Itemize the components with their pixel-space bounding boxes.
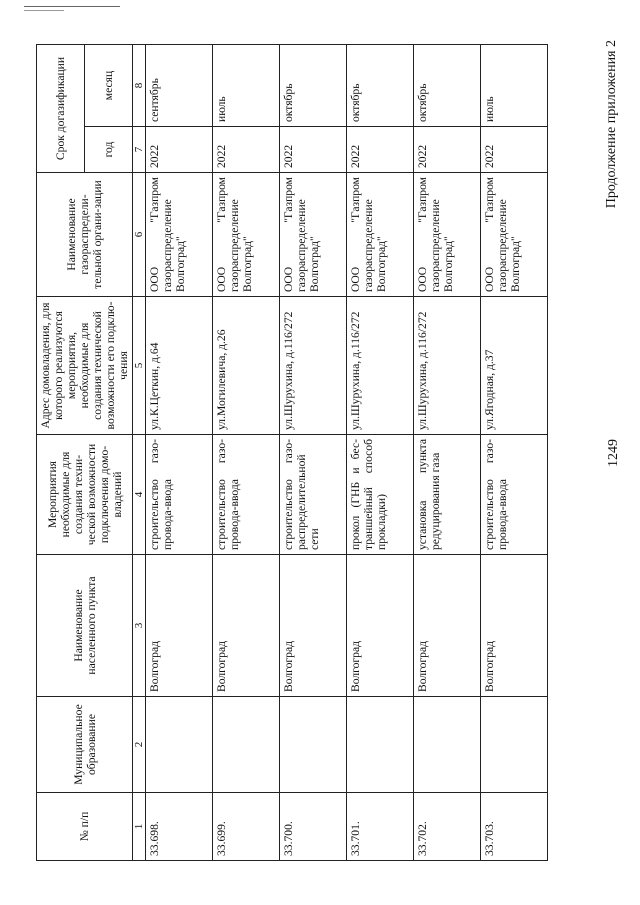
- row-month: сентябрь: [146, 44, 213, 126]
- row-municipality: [481, 697, 548, 793]
- row-number: 33.703.: [481, 793, 548, 861]
- row-month: июль: [213, 44, 280, 126]
- row-settlement: Волгоград: [481, 555, 548, 697]
- row-measure: установка пункта редуцирования газа: [414, 435, 481, 555]
- row-municipality: [347, 697, 414, 793]
- row-organization: ООО "Газпром газораспределение Волгоград": [213, 173, 280, 297]
- row-address: ул.К.Цеткин, д.64: [146, 297, 213, 435]
- header-year: год: [85, 127, 133, 173]
- header-measures: Мероприятия необходимые для создания техни-ческой возможности подключения домо-владений: [37, 435, 133, 555]
- row-municipality: [213, 697, 280, 793]
- row-measure: строительство газо-провода-ввода: [481, 435, 548, 555]
- table-row: [347, 44, 414, 860]
- row-address: ул.Шурухина, д.116/272: [414, 297, 481, 435]
- header-settlement: Наименование населенного пункта: [37, 555, 133, 697]
- page-number: 1249: [606, 439, 621, 467]
- row-settlement: Волгоград: [280, 555, 347, 697]
- column-number: 7: [133, 127, 146, 173]
- row-measure: строительство газо-провода-ввода: [146, 435, 213, 555]
- row-municipality: [280, 697, 347, 793]
- column-number: 4: [133, 435, 146, 555]
- column-number: 3: [133, 555, 146, 697]
- row-address: ул.Могилевича, д.26: [213, 297, 280, 435]
- table-row: [481, 44, 548, 860]
- row-year: 2022: [414, 127, 481, 173]
- header-organization: Наименование газораспредели-тельной органи-зации: [37, 173, 133, 297]
- header-month: месяц: [85, 44, 133, 126]
- row-number: 33.699.: [213, 793, 280, 861]
- row-address: ул.Шурухина, д.116/272: [347, 297, 414, 435]
- header-n: № п/п: [37, 793, 133, 861]
- column-number: 1: [133, 793, 146, 861]
- row-number: 33.702.: [414, 793, 481, 861]
- row-organization: ООО "Газпром газораспределение Волгоград": [347, 173, 414, 297]
- row-municipality: [414, 697, 481, 793]
- row-organization: ООО "Газпром газораспределение Волгоград": [481, 173, 548, 297]
- row-settlement: Волгоград: [414, 555, 481, 697]
- row-month: октябрь: [280, 44, 347, 126]
- row-settlement: Волгоград: [213, 555, 280, 697]
- row-year: 2022: [481, 127, 548, 173]
- row-organization: ООО "Газпром газораспределение Волгоград": [414, 173, 481, 297]
- column-number-row: [133, 44, 146, 860]
- table-row: [414, 44, 481, 860]
- gasification-table: [36, 44, 548, 861]
- row-year: 2022: [146, 127, 213, 173]
- row-address: ул.Ягодная, д.37: [481, 297, 548, 435]
- row-month: июль: [481, 44, 548, 126]
- row-number: 33.698.: [146, 793, 213, 861]
- column-number: 5: [133, 297, 146, 435]
- column-number: 2: [133, 697, 146, 793]
- table-row: [146, 44, 213, 860]
- row-number: 33.700.: [280, 793, 347, 861]
- row-year: 2022: [347, 127, 414, 173]
- column-number: 6: [133, 173, 146, 297]
- row-number: 33.701.: [347, 793, 414, 861]
- row-municipality: [146, 697, 213, 793]
- row-organization: ООО "Газпром газораспределение Волгоград": [280, 173, 347, 297]
- column-number: 8: [133, 44, 146, 126]
- row-measure: строительство газо-провода-ввода: [213, 435, 280, 555]
- row-measure: прокол (ГНБ и бес-траншейный способ прокладки): [347, 435, 414, 555]
- header-municipality: Муниципальное образование: [37, 697, 133, 793]
- header-address: Адрес домовладения, для которого реализуются мероприятия, необходимые для создания технической возможности его подклю-чения: [37, 297, 133, 435]
- row-settlement: Волгоград: [146, 555, 213, 697]
- row-year: 2022: [280, 127, 347, 173]
- row-measure: строительство газо-распределительной сети: [280, 435, 347, 555]
- row-address: ул.Шурухина, д.116/272: [280, 297, 347, 435]
- table-row: [280, 44, 347, 860]
- table-row: [213, 44, 280, 860]
- row-month: октябрь: [414, 44, 481, 126]
- header-row: [37, 44, 85, 860]
- continuation-label: Продолжение приложения 2: [604, 40, 619, 209]
- table-body: [37, 44, 548, 860]
- row-year: 2022: [213, 127, 280, 173]
- header-term: Срок догазификации: [37, 44, 85, 172]
- row-month: октябрь: [347, 44, 414, 126]
- row-organization: ООО "Газпром газораспределение Волгоград": [146, 173, 213, 297]
- row-settlement: Волгоград: [347, 555, 414, 697]
